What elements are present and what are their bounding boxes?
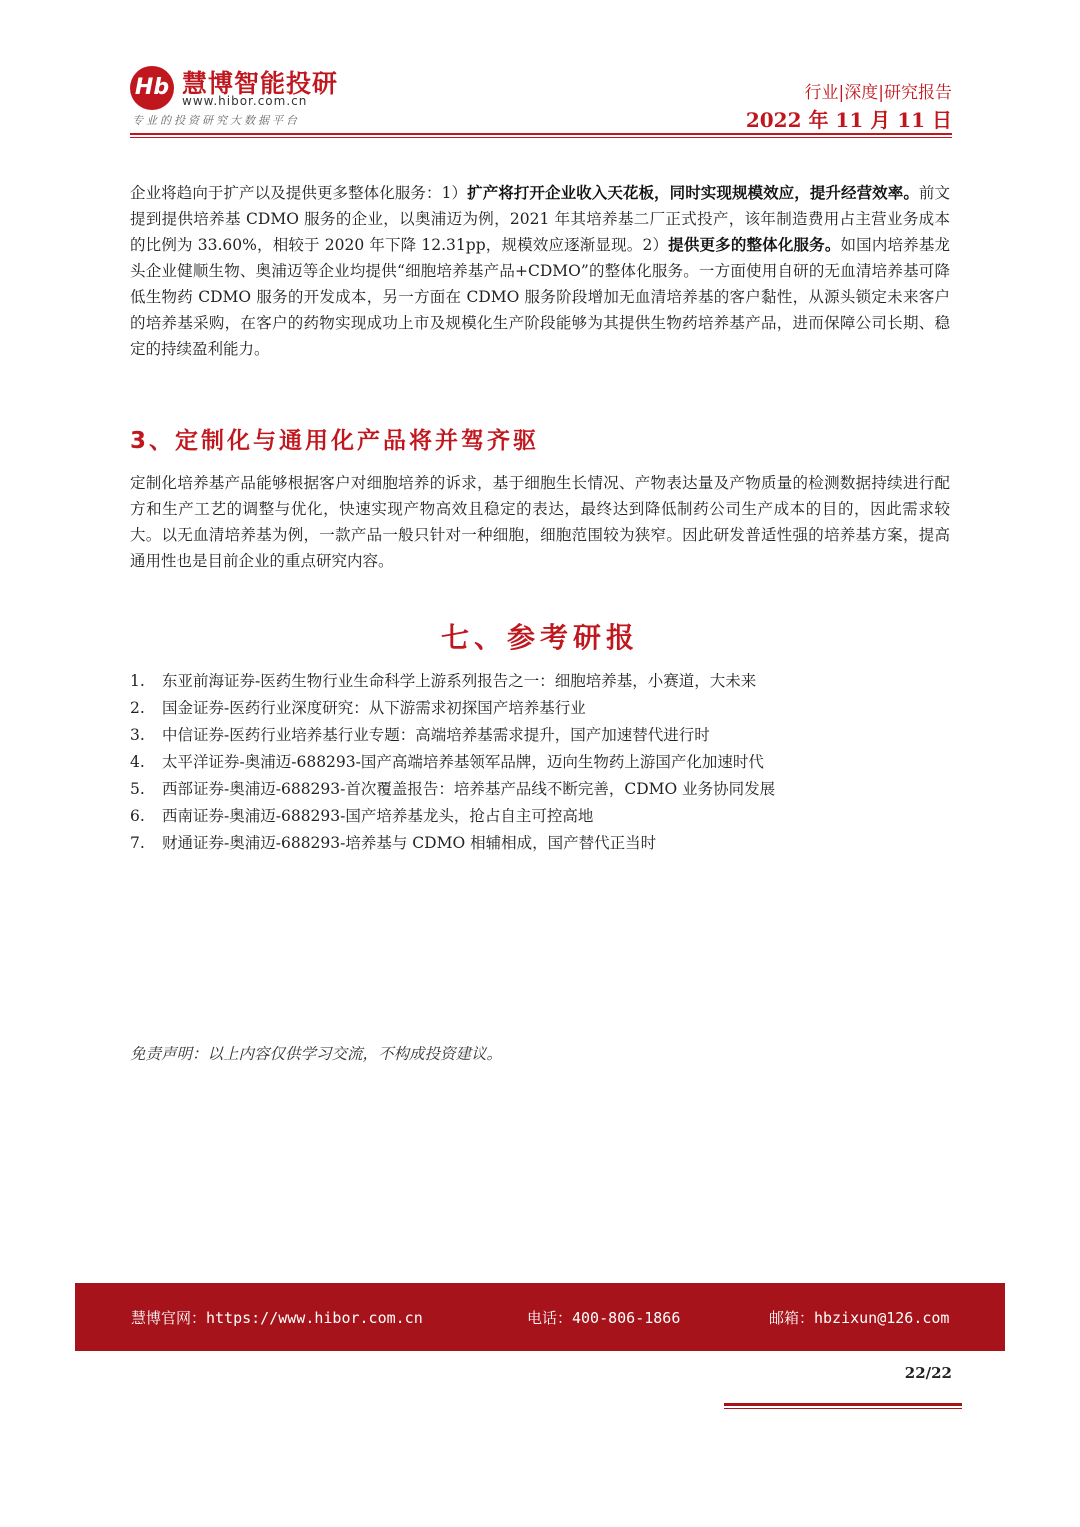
list-item <box>130 803 950 830</box>
paragraph-text: 企业将趋向于扩产以及提供更多整体化服务：1） <box>130 184 468 202</box>
reference-text: 西部证券-奥浦迈-688293-首次覆盖报告：培养基产品线不断完善，CDMO 业务协同发展 <box>162 780 776 798</box>
bold-text: 提供更多的整体化服务。 <box>668 235 841 254</box>
list-number: 1. <box>130 672 145 690</box>
references-list <box>130 668 950 857</box>
paragraph-text: 前文提到提供培养基 CDMO 服务的企业，以奥浦迈为例，2021 年其培养基二厂正式投产，该年制造费用占主营业务成本的比例为 33.60%，相较于 2020 年下降 12.31pp，规模效应逐渐显现。2） <box>130 184 950 254</box>
list-number: 6. <box>130 807 145 825</box>
reference-text: 东亚前海证券-医药生物行业生命科学上游系列报告之一：细胞培养基，小赛道，大未来 <box>162 672 757 690</box>
reference-text: 中信证券-医药行业培养基行业专题：高端培养基需求提升，国产加速替代进行时 <box>162 726 710 744</box>
logo-icon: Hb <box>130 66 174 110</box>
footer-bar <box>75 1283 1005 1351</box>
footer-email[interactable]: 邮箱：hbzixun@126.com <box>769 1309 950 1327</box>
list-item <box>130 668 950 695</box>
subsection-heading: 3、定制化与通用化产品将并驾齐驱 <box>130 428 540 454</box>
bold-text: 扩产将打开企业收入天花板，同时实现规模效应，提升经营效率。 <box>467 183 919 202</box>
brand-name: 慧博智能投研 <box>182 69 339 98</box>
list-item <box>130 749 950 776</box>
header-divider <box>130 133 952 135</box>
page-header <box>130 62 952 134</box>
reference-text: 太平洋证券-奥浦迈-688293-国产高端培养基领军品牌，迈向生物药上游国产化加速时代 <box>162 753 764 771</box>
reference-text: 国金证券-医药行业深度研究：从下游需求初探国产培养基行业 <box>162 699 586 717</box>
references-title: 七、参考研报 <box>440 621 639 654</box>
paragraph-scale-up <box>130 180 950 362</box>
list-item <box>130 722 950 749</box>
list-number: 5. <box>130 780 145 798</box>
list-item <box>130 695 950 722</box>
document-date: 2022 年 11 月 11 日 <box>745 108 952 132</box>
page-number: 22/22 <box>904 1364 952 1382</box>
list-number: 3. <box>130 726 145 744</box>
brand-url: www.hibor.com.cn <box>182 94 308 108</box>
brand-slogan: 专业的投资研究大数据平台 <box>132 114 300 127</box>
list-number: 4. <box>130 753 145 771</box>
list-item <box>130 776 950 803</box>
disclaimer: 免责声明：以上内容仅供学习交流，不构成投资建议。 <box>130 1045 503 1063</box>
document-type: 行业|深度|研究报告 <box>804 83 952 103</box>
paragraph-customization: 定制化培养基产品能够根据客户对细胞培养的诉求，基于细胞生长情况、产物表达量及产物质量的检测数据持续进行配方和生产工艺的调整与优化，快速实现产物高效且稳定的表达，最终达到降低制药公司生产成本的目的，因此需求较大。以无血清培养基为例，一款产品一般只针对一种细胞，细胞范围较为狭窄。因此研发普适性强的培养基方案，提高通用性也是目前企业的重点研究内容。 <box>130 474 950 570</box>
list-number: 7. <box>130 834 145 852</box>
reference-text: 财通证券-奥浦迈-688293-培养基与 CDMO 相辅相成，国产替代正当时 <box>162 834 657 852</box>
list-number: 2. <box>130 699 145 717</box>
footer-divider <box>724 1403 962 1406</box>
reference-text: 西南证券-奥浦迈-688293-国产培养基龙头，抢占自主可控高地 <box>162 807 594 825</box>
paragraph-text: 如国内培养基龙头企业健顺生物、奥浦迈等企业均提供“细胞培养基产品+CDMO”的整体化服务。一方面使用自研的无血清培养基可降低生物药 CDMO 服务的开发成本，另一方面在 CDMO 服务阶段增加无血清培养基的客户黏性，从源头锁定未来客户的培养基采购，在客户的药物实现成功上市及规模化生产阶段能够为其提供生物药培养基产品，进而保障公司长期、稳定的持续盈利能力。 <box>130 236 950 358</box>
list-item <box>130 830 950 857</box>
footer-phone: 电话：400-806-1866 <box>527 1309 681 1327</box>
footer-website[interactable]: 慧博官网：https://www.hibor.com.cn <box>131 1309 423 1327</box>
